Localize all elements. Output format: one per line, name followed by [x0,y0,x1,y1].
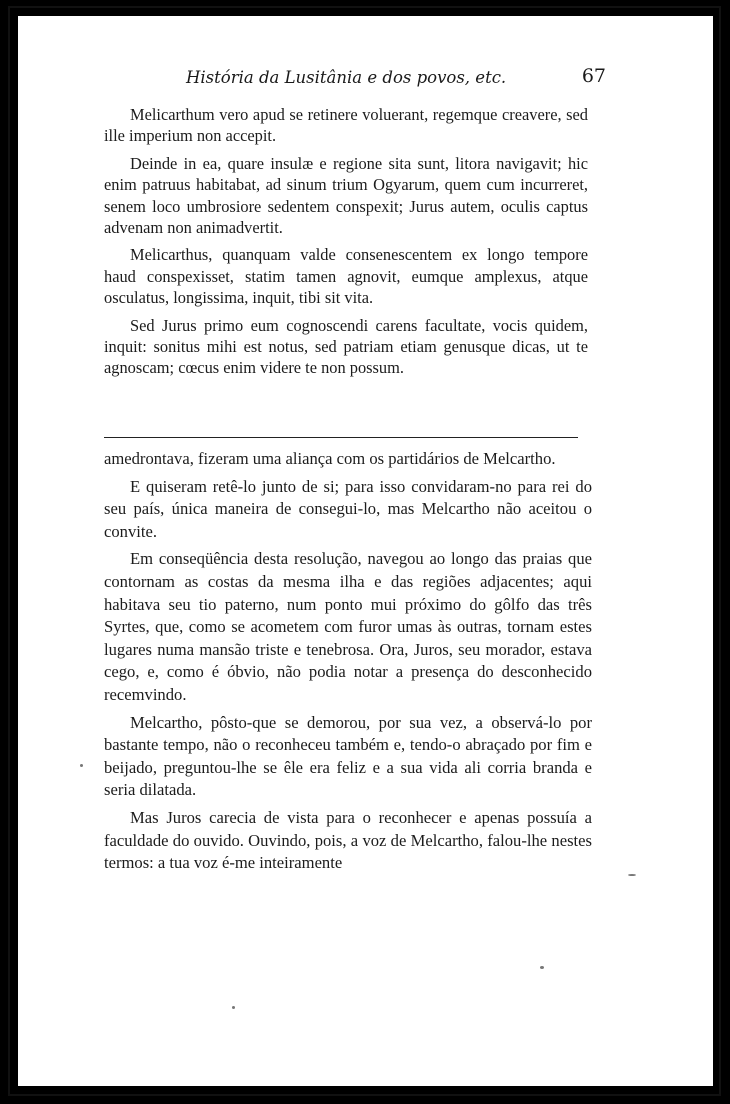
scan-speck [628,874,636,876]
portuguese-paragraph: E quiseram retê-lo junto de si; para isso convidaram-no para rei do seu país, única maneira de consegui-lo, mas Melcartho não aceitou o convite. [104,476,592,541]
book-page [18,16,713,1086]
page-header [186,65,606,98]
portuguese-paragraph: Mas Juros carecia de vista para o reconhecer e apenas possuía a faculdade do ouvido. Ouvindo, pois, a voz de Melcartho, falou-lhe nestes termos: a tua voz é-me inteiramente [104,807,592,873]
scan-speck [80,764,83,767]
latin-paragraph: Sed Jurus primo eum cognoscendi carens facultate, vocis quidem, inquit: sonitus mihi est notus, sed patriam etiam genusque dicas, ut te agnoscam; cœcus enim videre te non possum. [104,315,588,378]
section-divider [104,437,578,438]
portuguese-paragraph: Em conseqüência desta resolução, navegou ao longo das praias que contornam as costas da mesma ilha e das regiões adjacentes; aqui habitava seu tio paterno, num ponto mui próximo do gôlfo das três Syrtes, que, como se acometem com furor umas às outras, tornam estes lugares numa mansão triste e tenebrosa. Ora, Juros, seu morador, estava cego, e, como é óbvio, não podia notar a presença do desconhecido recemvindo. [104,549,592,704]
scan-speck [232,1006,235,1009]
latin-paragraph: Melicarthus, quanquam valde consenescentem ex longo tempore haud conspexisset, statim tamen agnovit, eumque amplexus, atque osculatus, longissima, inquit, tibi sit vita. [104,245,588,308]
latin-text-block [104,104,588,385]
portuguese-paragraph: Melcartho, pôsto-que se demorou, por sua vez, a observá-lo por bastante tempo, não o reconheceu também e, tendo-o abraçado por fim e beijado, preguntou-lhe se êle era feliz e a sua vida ali corria branda e seria dilatada. [104,712,592,800]
latin-paragraph: Deinde in ea, quare insulæ e regione sita sunt, litora navigavit; hic enim patruus habitabat, ad sinum trium Ogyarum, quem cum incurreret, senem loco umbrosiore sedentem conspexit; Jurus autem, oculis captus advenam non animadvertit. [104,153,588,238]
scan-speck [540,966,544,969]
page-number: 67 [581,65,606,87]
latin-paragraph: Melicarthum vero apud se retinere voluerant, regemque creavere, sed ille imperium non accepit. [104,105,588,146]
portuguese-paragraph: amedrontava, fizeram uma aliança com os partidários de Melcartho. [104,449,556,468]
portuguese-text-block [104,448,592,880]
running-title: História da Lusitânia e dos povos, etc. [186,68,507,87]
